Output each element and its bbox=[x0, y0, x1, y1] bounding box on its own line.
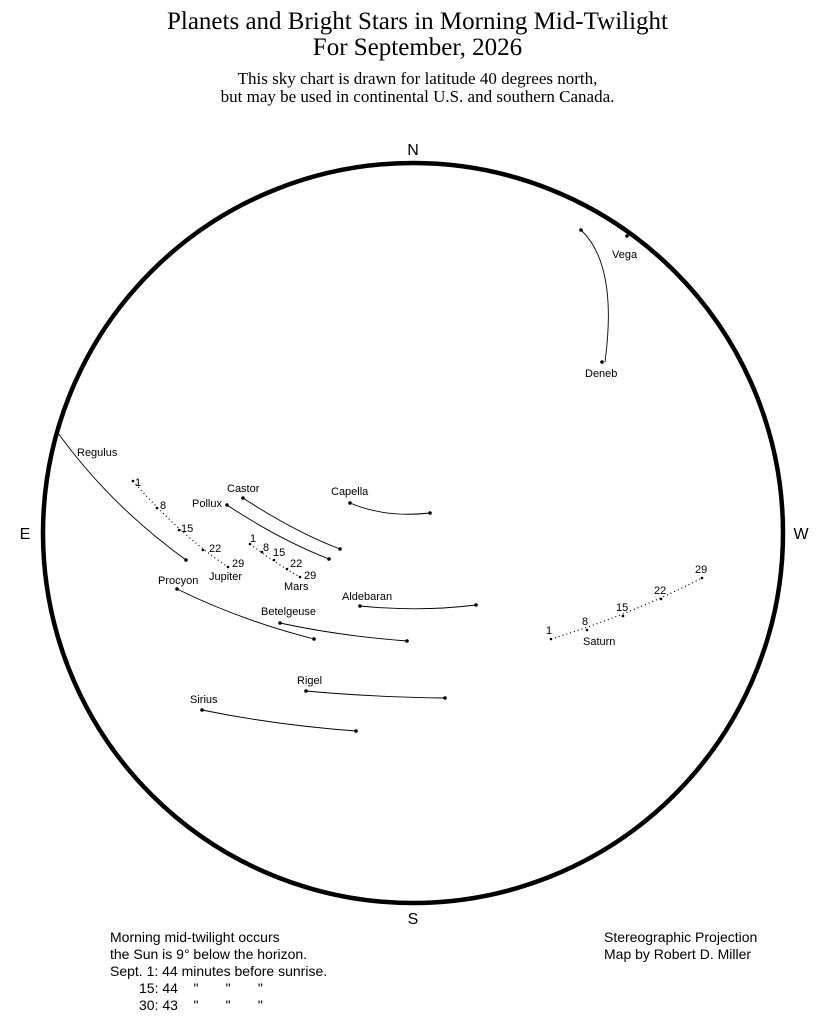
rigel-position-start bbox=[304, 689, 308, 693]
mars-date-15: 15 bbox=[273, 547, 286, 559]
mars-date-22-mark bbox=[286, 568, 289, 571]
procyon-label: Procyon bbox=[158, 575, 199, 587]
jupiter-date-29-mark bbox=[227, 566, 230, 569]
pollux-position-start bbox=[225, 503, 229, 507]
procyon-position-end bbox=[312, 637, 316, 641]
jupiter-date-15: 15 bbox=[181, 523, 194, 535]
compass-south-label: S bbox=[407, 911, 419, 928]
betelgeuse-track bbox=[280, 623, 407, 641]
saturn-date-15-mark bbox=[622, 615, 625, 618]
mars-date-29-mark bbox=[299, 576, 302, 579]
twilight-note-line-4: 15: 44 " " " bbox=[139, 980, 263, 996]
castor-position-start bbox=[241, 496, 245, 500]
betelgeuse-position-start bbox=[278, 621, 282, 625]
jupiter-date-29: 29 bbox=[232, 558, 245, 570]
saturn-date-22-mark bbox=[660, 598, 663, 601]
vega-label: Vega bbox=[612, 249, 638, 261]
saturn-date-8: 8 bbox=[582, 616, 589, 628]
saturn-date-29-mark bbox=[701, 577, 704, 580]
twilight-note-line-5: 30: 43 " " " bbox=[139, 997, 263, 1013]
compass-west-label: W bbox=[793, 526, 809, 543]
mars-date-1: 1 bbox=[250, 533, 257, 545]
saturn-date-1: 1 bbox=[546, 625, 553, 637]
saturn-date-29: 29 bbox=[695, 564, 708, 576]
capella-label: Capella bbox=[331, 486, 369, 498]
mars-date-8: 8 bbox=[263, 542, 270, 554]
jupiter-date-22-mark bbox=[202, 549, 205, 552]
chart-subtitle-line-2: but may be used in continental U.S. and southern Canada. bbox=[220, 87, 615, 106]
sirius-label: Sirius bbox=[190, 694, 218, 706]
deneb-position bbox=[600, 360, 604, 364]
regulus-position bbox=[184, 558, 188, 562]
castor-position-end bbox=[338, 547, 342, 551]
jupiter-date-15-mark bbox=[178, 529, 181, 532]
castor-label: Castor bbox=[227, 483, 260, 495]
capella-position-start bbox=[348, 501, 352, 505]
jupiter-date-22: 22 bbox=[209, 543, 222, 555]
mars-date-29: 29 bbox=[304, 570, 317, 582]
betelgeuse-position-end bbox=[405, 639, 409, 643]
mars-date-15-mark bbox=[273, 559, 276, 562]
aldebaran-track bbox=[360, 605, 476, 609]
twilight-note-line-2: the Sun is 9° below the horizon. bbox=[110, 946, 308, 962]
compass-north-label: N bbox=[407, 142, 419, 159]
chart-subtitle-line-1: This sky chart is drawn for latitude 40 degrees north, bbox=[237, 69, 598, 88]
capella-position-end bbox=[428, 511, 432, 515]
deneb-label: Deneb bbox=[585, 368, 618, 380]
jupiter-date-8: 8 bbox=[160, 500, 167, 512]
jupiter-date-1: 1 bbox=[135, 477, 142, 489]
projection-note: Stereographic Projection bbox=[604, 929, 758, 945]
rigel-label: Rigel bbox=[297, 675, 323, 687]
chart-title-line-2: For September, 2026 bbox=[312, 34, 523, 61]
horizon-circle bbox=[43, 163, 783, 903]
pollux-label: Pollux bbox=[192, 498, 222, 510]
procyon-position-start bbox=[175, 587, 179, 591]
saturn-date-1-mark bbox=[550, 638, 553, 641]
twilight-note-line-1: Morning mid-twilight occurs bbox=[110, 929, 280, 945]
aldebaran-label: Aldebaran bbox=[342, 591, 393, 603]
rigel-track bbox=[306, 691, 445, 698]
vega-position bbox=[625, 234, 629, 238]
saturn-date-22: 22 bbox=[654, 585, 667, 597]
compass-east-label: E bbox=[19, 526, 31, 543]
sirius-position-start bbox=[200, 708, 204, 712]
aldebaran-position-end bbox=[474, 603, 478, 607]
rigel-position-end bbox=[443, 696, 447, 700]
jupiter-date-8-mark bbox=[156, 507, 159, 510]
vega-position-start bbox=[579, 228, 583, 232]
mars-date-22: 22 bbox=[290, 558, 303, 570]
pollux-position-end bbox=[327, 557, 331, 561]
capella-track bbox=[350, 503, 430, 514]
jupiter-label: Jupiter bbox=[209, 571, 243, 583]
saturn-date-15: 15 bbox=[616, 602, 629, 614]
jupiter-date-1-mark bbox=[132, 480, 135, 483]
sirius-track bbox=[202, 710, 356, 731]
vega-track bbox=[581, 230, 608, 362]
sirius-position-end bbox=[354, 729, 358, 733]
betelgeuse-label: Betelgeuse bbox=[261, 606, 317, 618]
aldebaran-position-start bbox=[358, 604, 362, 608]
saturn-label: Saturn bbox=[583, 636, 616, 648]
regulus-label: Regulus bbox=[77, 447, 118, 459]
author-credit: Map by Robert D. Miller bbox=[604, 946, 752, 962]
mars-label: Mars bbox=[284, 581, 309, 593]
saturn-date-8-mark bbox=[586, 629, 589, 632]
castor-track bbox=[243, 498, 340, 549]
twilight-note-line-3: Sept. 1: 44 minutes before sunrise. bbox=[110, 963, 328, 979]
chart-title-line-1: Planets and Bright Stars in Morning Mid-Twilight bbox=[166, 8, 668, 35]
